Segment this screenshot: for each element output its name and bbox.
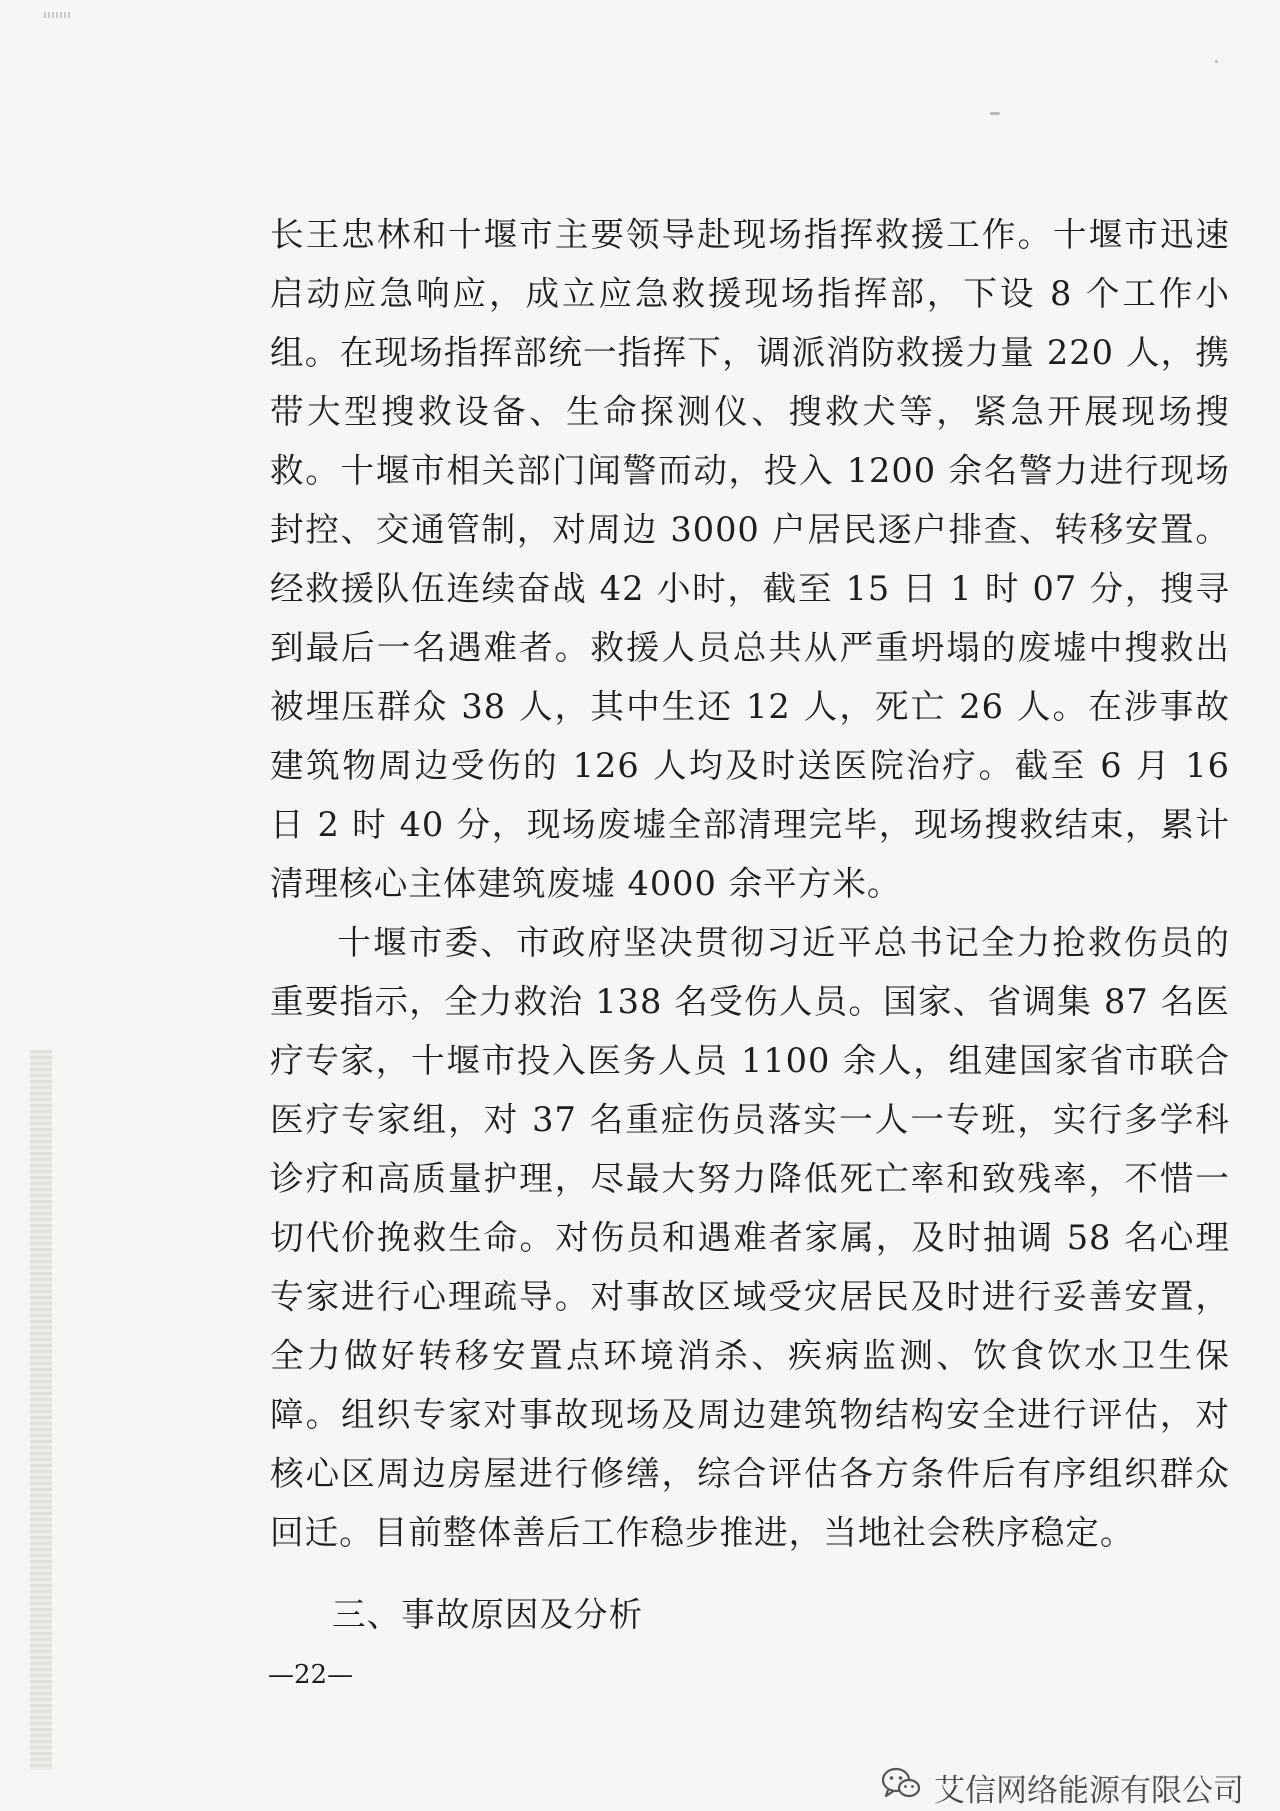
scan-speck	[1215, 60, 1218, 63]
page-number: —22—	[268, 1660, 354, 1690]
section-heading: 三、事故原因及分析	[332, 1595, 644, 1634]
scan-mark	[44, 12, 72, 18]
paragraph-2: 十堰市委、市政府坚决贯彻习近平总书记全力抢救伤员的重要指示，全力救治 138 名受伤人员。国家、省调集 87 名医疗专家，十堰市投入医务人员 1100 余人，组建国家省市联合医疗专家组，对 37 名重症伤员落实一人一专班，实行多学科诊疗和高质量护理，尽最大努力降低死亡率和致残率，不惜一切代价挽救生命。对伤员和遇难者家属，及时抽调 58 名心理专家进行心理疏导。对事故区域受灾居民及时进行妥善安置，全力做好转移安置点环境消杀、疾病监测、饮食饮水卫生保障。组织专家对事故现场及周边建筑物结构安全进行评估，对核心区周边房屋进行修缮，综合评估各方条件后有序组织群众回迁。目前整体善后工作稳步推进，当地社会秩序稳定。	[270, 923, 1230, 1552]
paragraph-1: 长王忠林和十堰市主要领导赴现场指挥救援工作。十堰市迅速启动应急响应，成立应急救援现场指挥部，下设 8 个工作小组。在现场指挥部统一指挥下，调派消防救援力量 220 人，携带大型搜救设备、生命探测仪、搜救犬等，紧急开展现场搜救。十堰市相关部门闻警而动，投入 1200 余名警力进行现场封控、交通管制，对周边 3000 户居民逐户排查、转移安置。经救援队伍连续奋战 42 小时，截至 15 日 1 时 07 分，搜寻到最后一名遇难者。救援人员总共从严重坍塌的废墟中搜救出被埋压群众 38 人，其中生还 12 人，死亡 26 人。在涉事故建筑物周边受伤的 126 人均及时送医院治疗。截至 6 月 16 日 2 时 40 分，现场废墟全部清理完毕，现场搜救结束，累计清理核心主体建筑废墟 4000 余平方米。	[270, 215, 1230, 903]
wechat-icon	[880, 1766, 922, 1810]
scan-speck	[990, 112, 1000, 115]
body-text	[270, 205, 1230, 1562]
watermark	[880, 1765, 1244, 1810]
scan-edge-shadow	[30, 1050, 52, 1770]
watermark-text: 艾信网络能源有限公司	[934, 1773, 1244, 1809]
